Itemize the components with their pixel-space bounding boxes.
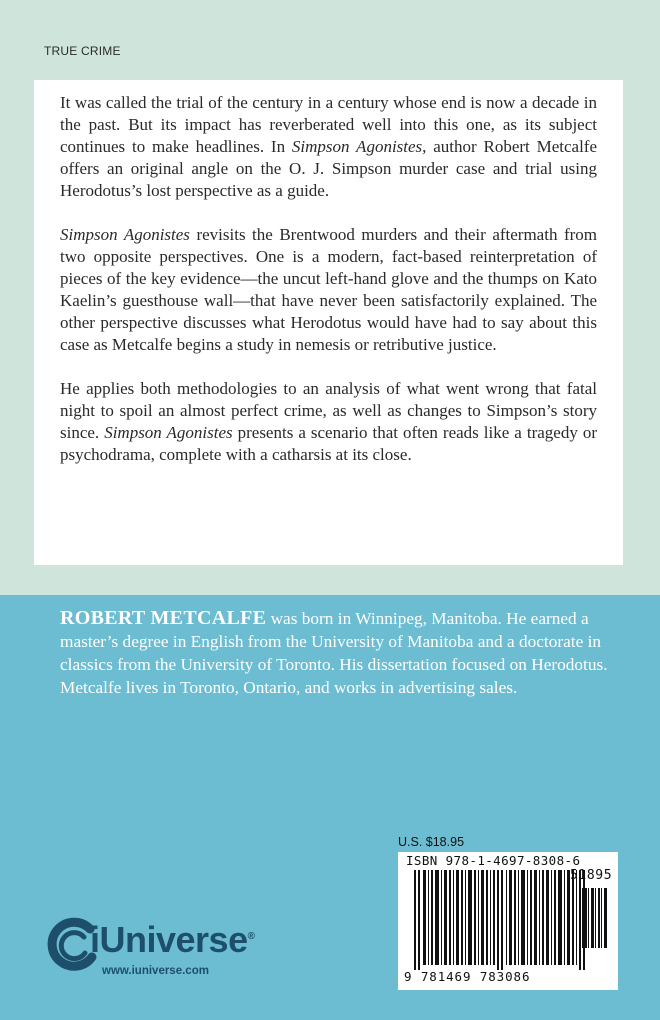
isbn-text: ISBN 978-1-4697-8308-6	[406, 853, 581, 868]
blurb-paragraph-1: It was called the trial of the century in a century whose end is now a decade in the past. But its impact has reverberated well into this one, as its subject continues to make headlines. In Simpson Agonistes, author Robert Metcalfe offers an original angle on the O. J. Simpson murder case and trial using Herodotus’s lost perspective as a guide.	[60, 93, 597, 200]
publisher-name: iUniverse®	[90, 919, 255, 960]
price-label: U.S. $18.95	[398, 835, 465, 849]
barcode-bars	[404, 870, 612, 970]
publisher-url: www.iuniverse.com	[102, 965, 209, 977]
blurb-box	[34, 80, 623, 565]
author-name: ROBERT METCALFE	[60, 607, 267, 629]
book-title: Simpson Agonistes	[291, 137, 423, 156]
author-bio	[60, 607, 616, 699]
barcode-digits: 9 781469 783086	[404, 969, 531, 984]
blurb-paragraph-2: Simpson Agonistes revisits the Brentwood murders and their aftermath from two opposite perspectives. One is a modern, fact-based reinterpretation of pieces of the key evidence—the uncut left-hand glove and the thumps on Kato Kaelin’s guesthouse wall—that have never been satisfactorily explained. The other perspective discusses what Herodotus would have had to say about this case as Metcalfe begins a study in nemesis or retributive justice.	[60, 225, 598, 354]
book-title: Simpson Agonistes	[60, 225, 190, 244]
author-bio-text: was born in Winnipeg, Manitoba. He earned a master’s degree in English from the University of Manitoba and a doctorate in classics from the University of Toronto. His dissertation focused on Herodotus. Metcalfe lives in Toronto, Ontario, and works in advertising sales.	[60, 609, 608, 697]
publisher-logo	[44, 915, 294, 985]
price-code: 51895	[570, 868, 613, 883]
book-title: Simpson Agonistes	[104, 423, 233, 442]
barcode	[398, 852, 618, 990]
blurb-paragraph-3: He applies both methodologies to an analysis of what went wrong that fatal night to spoil an almost perfect crime, as well as changes to Simpson’s story since. Simpson Agonistes presents a scenario that often reads like a tragedy or psychodrama, complete with a catharsis at its close.	[60, 379, 597, 464]
genre-label: TRUE CRIME	[44, 44, 121, 58]
